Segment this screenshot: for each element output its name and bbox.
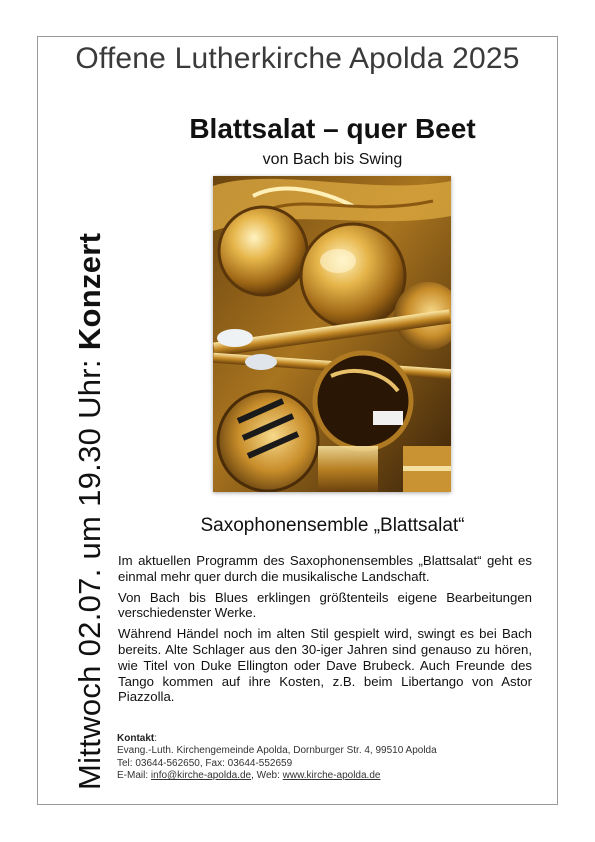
contact-address: Evang.-Luth. Kirchengemeinde Apolda, Dornburger Str. 4, 99510 Apolda xyxy=(117,745,437,757)
contact-block xyxy=(117,733,437,783)
contact-label-colon: : xyxy=(154,733,158,744)
description-paragraph: Von Bach bis Blues erklingen größtenteils eigene Bearbeitungen verschiedenster Werke. xyxy=(118,589,532,621)
ensemble-name: Saxophonensemble „Blattsalat“ xyxy=(200,515,465,536)
contact-web-link[interactable]: www.kirche-apolda.de xyxy=(282,770,381,782)
event-date-time: Mittwoch 02.07. um 19.30 Uhr: xyxy=(72,350,107,790)
contact-label: Kontakt xyxy=(117,733,155,744)
description xyxy=(118,553,532,710)
event-type: Konzert xyxy=(72,232,107,351)
saxophone-keys-photo-icon xyxy=(213,176,451,492)
description-paragraph: Während Händel noch im alten Stil gespielt wird, swingt es bei Bach bereits. Alte Schlager aus den 30-iger Jahren sind genauso zu hören, wie Titel von Duke Ellington oder Dave Brubeck. Auch Freunde des Tango kommen auf ihre Kosten, z.B. beim Libertango von Astor Piazzolla. xyxy=(118,626,532,705)
saxophone-photo xyxy=(213,176,451,492)
contact-email-prefix: E-Mail: xyxy=(117,770,151,782)
concert-subtitle: von Bach bis Swing xyxy=(262,151,403,168)
description-paragraph: Im aktuellen Programm des Saxophonensembles „Blattsalat“ geht es einmal mehr quer durch die musikalische Landschaft. xyxy=(118,553,532,584)
contact-phone: Tel: 03644-562650, Fax: 03644-552659 xyxy=(117,757,293,769)
contact-web-prefix: , Web: xyxy=(251,770,283,782)
event-date-vertical xyxy=(72,233,108,790)
contact-email-link[interactable]: info@kirche-apolda.de xyxy=(150,770,252,782)
concert-title: Blattsalat – quer Beet xyxy=(189,113,476,144)
page-header-title: Offene Lutherkirche Apolda 2025 xyxy=(75,42,520,75)
